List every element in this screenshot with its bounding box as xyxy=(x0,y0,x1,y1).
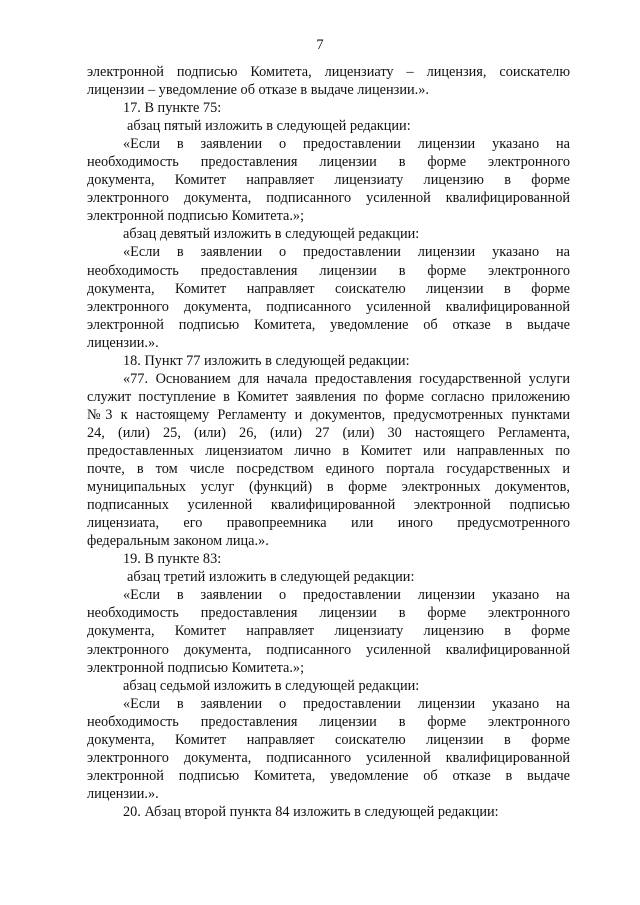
text-line: «77. Основанием для начала предоставления государственной услуги xyxy=(123,370,570,387)
text-line: электронного документа, подписанного усиленной квалифицированной xyxy=(87,749,570,766)
text-line: абзац девятый изложить в следующей редакции: xyxy=(123,226,420,243)
text-line: «Если в заявлении о предоставлении лицензии указано на xyxy=(123,136,570,153)
text-line: необходимость предоставления лицензии в форме электронного xyxy=(87,154,570,171)
text-line: муниципальных услуг (функций) в форме электронных документов, xyxy=(87,479,570,496)
text-line: лицензии – уведомление об отказе в выдаче лицензии.». xyxy=(87,82,429,99)
document-body xyxy=(87,63,570,821)
text-line: служит поступление в Комитет заявления по форме согласно приложению xyxy=(87,388,570,405)
text-line: 24, (или) 25, (или) 26, (или) 27 (или) 30 настоящего Регламента, xyxy=(87,424,570,441)
text-line: необходимость предоставления лицензии в форме электронного xyxy=(87,713,570,730)
text-line: электронной подписью Комитета, уведомление об отказе в выдаче xyxy=(87,767,570,784)
text-line: электронной подписью Комитета, лицензиату – лицензия, соискателю xyxy=(87,64,570,80)
text-line: лицензиата, его правопреемника или иного предусмотренного xyxy=(87,515,570,532)
text-line: электронной подписью Комитета.»; xyxy=(87,208,305,225)
text-line: документа, Комитет направляет соискателю лицензии в форме xyxy=(87,280,570,297)
text-line: необходимость предоставления лицензии в форме электронного xyxy=(87,262,570,279)
text-line: документа, Комитет направляет соискателю лицензии в форме xyxy=(87,731,570,748)
text-line: 20. Абзац второй пункта 84 изложить в следующей редакции: xyxy=(123,803,499,820)
text-line: электронного документа, подписанного усиленной квалифицированной xyxy=(87,641,570,658)
text-line: «Если в заявлении о предоставлении лицензии указано на xyxy=(123,587,570,604)
text-line: электронной подписью Комитета.»; xyxy=(87,659,305,676)
text-line: необходимость предоставления лицензии в форме электронного xyxy=(87,605,570,622)
page-number: 7 xyxy=(316,37,324,53)
text-line: почте, в том числе посредством единого портала государственных и xyxy=(87,461,570,478)
text-line: №3 к настоящему Регламенту и документов, предусмотренных пунктами xyxy=(87,406,570,423)
text-line: 19. В пункте 83: xyxy=(123,551,222,568)
text-line: подписанных усиленной квалифицированной электронной подписью xyxy=(87,497,570,514)
text-line: абзац третий изложить в следующей редакции: xyxy=(127,569,415,586)
text-line: лицензии.». xyxy=(87,334,159,351)
text-line: электронного документа, подписанного усиленной квалифицированной xyxy=(87,298,570,315)
text-line: 18. Пункт 77 изложить в следующей редакции: xyxy=(123,352,410,369)
text-line: «Если в заявлении о предоставлении лицензии указано на xyxy=(123,695,570,712)
text-line: электронного документа, подписанного усиленной квалифицированной xyxy=(87,190,570,207)
text-line: лицензии.». xyxy=(87,785,159,802)
text-line: электронной подписью Комитета, уведомление об отказе в выдаче xyxy=(87,316,570,333)
text-line: предоставленных лицензиатом лично в Комитет или направленных по xyxy=(87,442,570,459)
text-line: документа, Комитет направляет лицензиату лицензию в форме xyxy=(87,172,570,189)
text-line: «Если в заявлении о предоставлении лицензии указано на xyxy=(123,244,570,261)
text-line: абзац седьмой изложить в следующей редакции: xyxy=(123,677,420,694)
text-line: 17. В пункте 75: xyxy=(123,100,222,117)
text-line: абзац пятый изложить в следующей редакции: xyxy=(127,118,411,135)
text-line: федеральным законом лица.». xyxy=(87,533,269,550)
text-line: документа, Комитет направляет лицензиату лицензию в форме xyxy=(87,623,570,640)
